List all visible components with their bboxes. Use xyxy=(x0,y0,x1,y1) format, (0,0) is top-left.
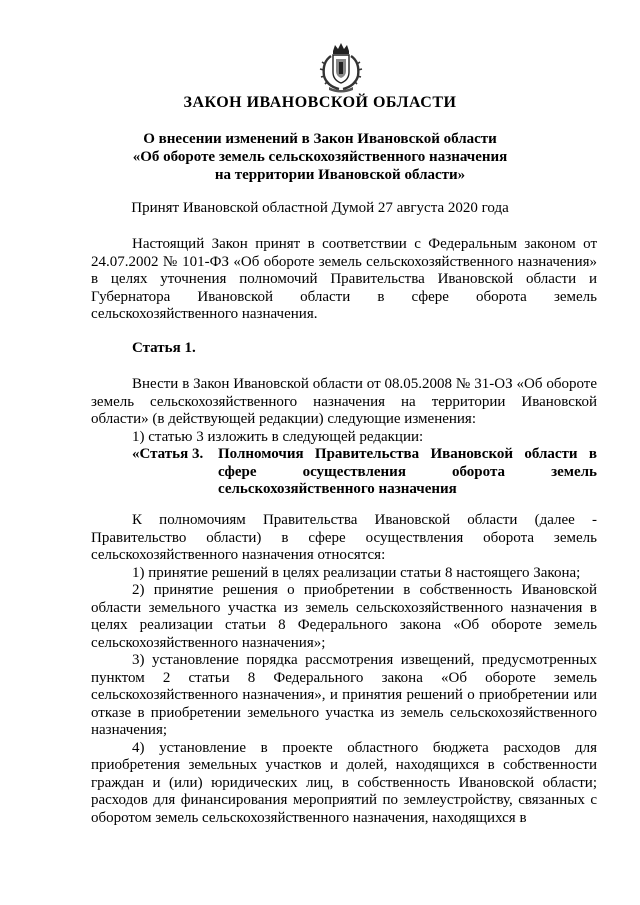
document-subtitle xyxy=(0,130,640,184)
article-3-heading xyxy=(91,446,597,499)
powers-section xyxy=(91,512,597,827)
document-title: ЗАКОН ИВАНОВСКОЙ ОБЛАСТИ xyxy=(183,94,457,111)
article-heading: Статья 1. xyxy=(132,340,196,356)
intro-section xyxy=(91,236,597,324)
subtitle-line: на территории Ивановской области» xyxy=(214,167,466,183)
list-item: 4) установление в проекте областного бюджета расходов для приобретения земельных участков и долей, находящихся в собственности граждан и (или) юридических лиц, в собственность Ивановской области; расходов для финансирования мероприятий по землеустройству, связанных с оборотом земель сельскохозяйственного назначения, находящихся в xyxy=(91,739,597,826)
article-3-title: Полномочия Правительства Ивановской области в сфере осуществления оборота земель сельскохозяйственного назначения xyxy=(218,446,597,497)
intro-paragraph: Настоящий Закон принят в соответствии с Федеральным законом от 24.07.2002 № 101-ФЗ «Об обороте земель сельскохозяйственного назначения» в целях уточнения полномочий Правительства Ивановской области и Губернатора Ивановской области в сфере оборота земель сельскохозяйственного назначения. xyxy=(91,236,597,322)
article-paragraph: 1) статью 3 изложить в следующей редакции: xyxy=(132,428,424,445)
article-1-section xyxy=(91,376,597,499)
article-paragraph: Внести в Закон Ивановской области от 08.05.2008 № 31-ОЗ «Об обороте земель сельскохозяйственного назначения на территории Ивановской области» (в действующей редакции) следующие изменения: xyxy=(91,376,597,427)
list-item: 2) принятие решения о приобретении в собственность Ивановской области земельного участка из земель сельскохозяйственного назначения в целях реализации статьи 8 Федерального закона «Об обороте земель сельскохозяйственного назначения»; xyxy=(91,582,597,651)
powers-intro: К полномочиям Правительства Ивановской области (далее - Правительство области) в сфере осуществления оборота земель сельскохозяйственного назначения относятся: xyxy=(91,512,597,563)
subtitle-line: О внесении изменений в Закон Ивановской области xyxy=(143,131,497,147)
article-3-label: «Статья 3. xyxy=(132,446,204,462)
adoption-note: Принят Ивановской областной Думой 27 августа 2020 года xyxy=(131,200,509,216)
subtitle-line: «Об обороте земель сельскохозяйственного назначения xyxy=(132,149,508,165)
article-1-heading-block xyxy=(91,340,597,358)
coat-of-arms-emblem xyxy=(316,42,366,94)
list-item: 3) установление порядка рассмотрения извещений, предусмотренных пунктом 2 статьи 8 Федерального закона «Об обороте земель сельскохозяйственного назначения», и принятия решений о приобретении или отказе в приобретении земельного участка из земель сельскохозяйственного назначения; xyxy=(91,652,597,738)
list-item: 1) принятие решений в целях реализации статьи 8 настоящего Закона; xyxy=(132,564,581,581)
